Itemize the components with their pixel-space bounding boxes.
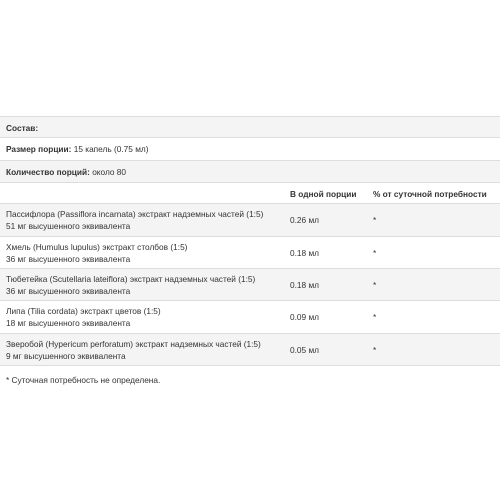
table-row (0, 268, 500, 300)
table-row (0, 300, 500, 333)
servings-per-container-row (0, 160, 500, 182)
supplement-facts-panel (0, 116, 500, 366)
table-row (0, 236, 500, 268)
ingredient-detail: 36 мг высушенного эквивалента (6, 286, 131, 296)
ingredient-name: Липа (Tilia cordata) экстракт цветов (1:5) (6, 306, 161, 316)
serving-size-value: 15 капель (0.75 мл) (73, 144, 149, 154)
ingredient-daily-value: * (373, 248, 377, 258)
ingredient-amount: 0.26 мл (290, 215, 319, 225)
ingredient-name: Тюбетейка (Scutellaria lateiflora) экстракт надземных частей (1:5) (6, 274, 256, 284)
ingredient-amount: 0.18 мл (290, 248, 319, 258)
ingredient-detail: 36 мг высушенного эквивалента (6, 254, 131, 264)
table-row (0, 203, 500, 236)
table-header-row (0, 182, 500, 203)
servings-value: около 80 (92, 167, 127, 177)
ingredient-name: Пассифлора (Passiflora incarnata) экстракт надземных частей (1:5) (6, 209, 264, 219)
column-header-daily-value: % от суточной потребности (373, 189, 487, 199)
ingredient-amount: 0.18 мл (290, 280, 319, 290)
composition-row (0, 116, 500, 137)
composition-label: Состав: (6, 123, 39, 133)
serving-size-label: Размер порции: (6, 144, 72, 154)
ingredient-daily-value: * (373, 345, 377, 355)
column-header-per-serving: В одной порции (290, 189, 357, 199)
ingredient-detail: 51 мг высушенного эквивалента (6, 221, 131, 231)
servings-label: Количество порций: (6, 167, 90, 177)
ingredient-amount: 0.05 мл (290, 345, 319, 355)
footnote: * Суточная потребность не определена. (6, 375, 161, 385)
ingredient-name: Зверобой (Hypericum perforatum) экстракт надземных частей (1:5) (6, 339, 261, 349)
ingredient-daily-value: * (373, 215, 377, 225)
serving-size-row (0, 137, 500, 160)
ingredient-detail: 18 мг высушенного эквивалента (6, 318, 131, 328)
ingredient-amount: 0.09 мл (290, 312, 319, 322)
table-row (0, 333, 500, 366)
ingredient-daily-value: * (373, 312, 377, 322)
ingredient-name: Хмель (Humulus lupulus) экстракт столбов (1:5) (6, 242, 188, 252)
ingredient-daily-value: * (373, 280, 377, 290)
ingredient-detail: 9 мг высушенного эквивалента (6, 351, 126, 361)
